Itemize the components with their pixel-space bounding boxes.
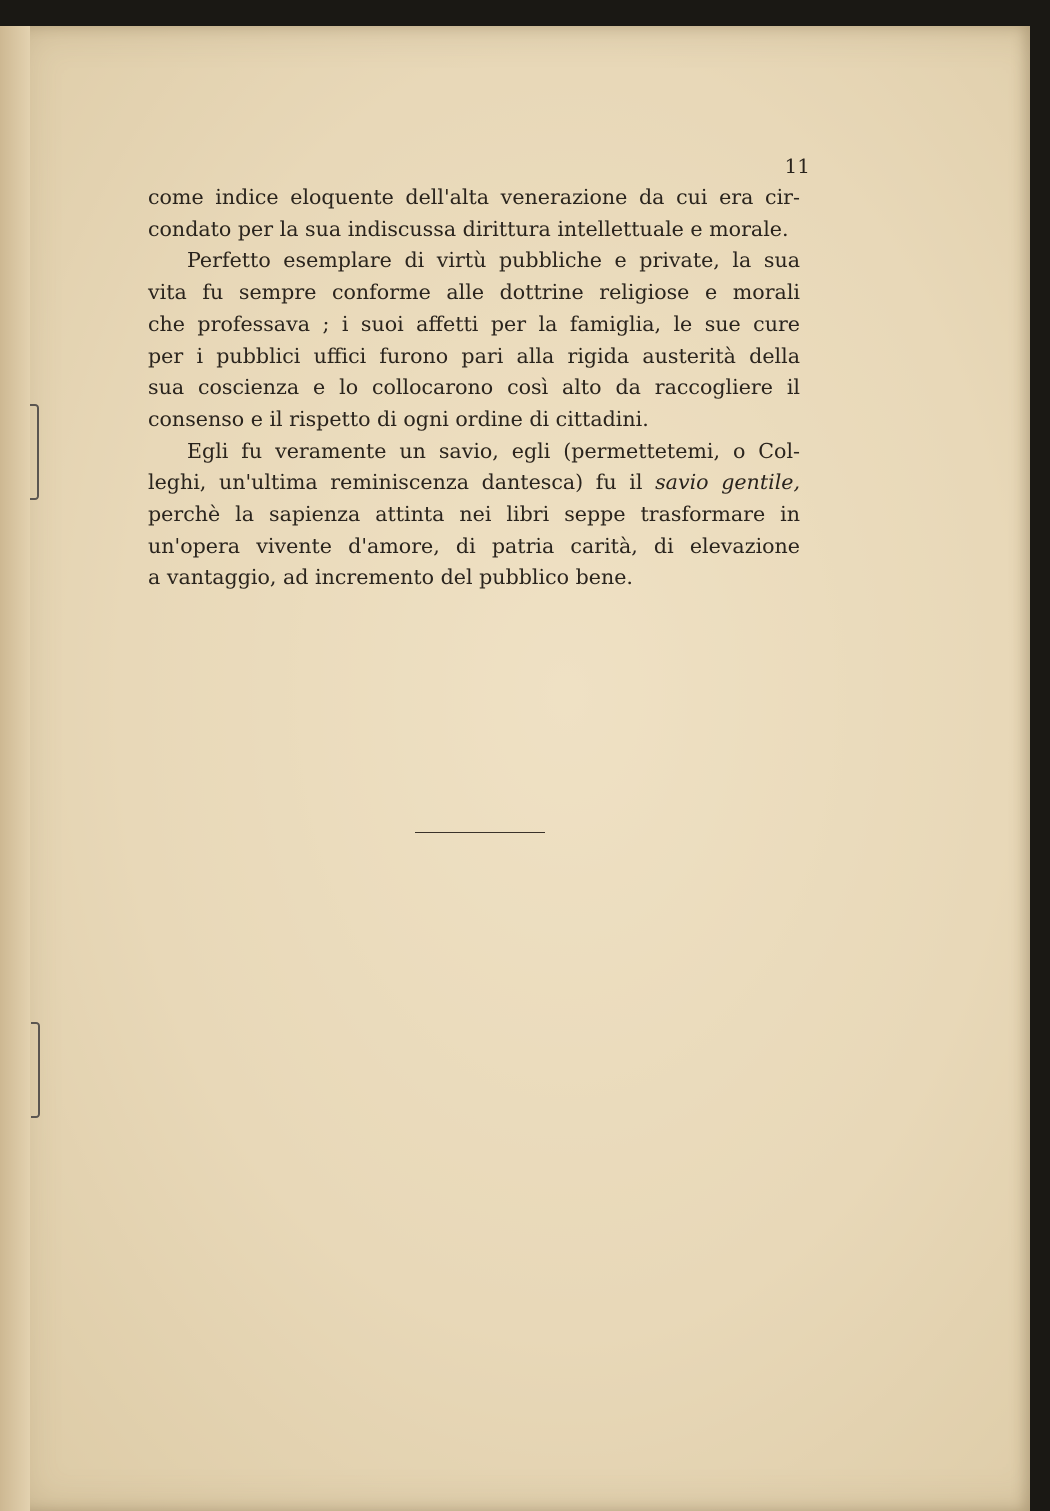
text-line-with-italic (148, 467, 800, 499)
text-line: Perfetto esemplare di virtù pubbliche e private, la sua (187, 248, 800, 273)
text-line: a vantaggio, ad incremento del pubblico bene. (148, 565, 633, 590)
text-line: come indice eloquente dell'alta venerazione da cui era cir- (148, 185, 800, 209)
paragraph-2 (148, 245, 800, 435)
binding-gutter (0, 26, 30, 1511)
closing-rule (415, 832, 545, 833)
italic-phrase: savio gentile, (655, 470, 801, 495)
page-number: 11 (784, 154, 810, 178)
text-segment: leghi, un'ultima reminiscenza dantesca) fu il (148, 470, 643, 495)
paragraph-1 (148, 182, 800, 245)
text-line: che professava ; i suoi affetti per la famiglia, le sue cure (148, 311, 800, 336)
staple-bottom (31, 1022, 40, 1118)
text-line: sua coscienza e lo collocarono così alto da raccogliere il (148, 375, 800, 400)
text-line: consenso e il rispetto di ogni ordine di cittadini. (148, 406, 649, 431)
text-line: un'opera vivente d'amore, di patria carità, di elevazione (148, 533, 800, 558)
text-line: vita fu sempre conforme alle dottrine religiose e morali (148, 280, 800, 305)
paragraph-3 (148, 436, 800, 595)
text-line: perchè la sapienza attinta nei libri seppe trasformare in (148, 502, 800, 527)
staple-top (30, 404, 39, 500)
document-page (0, 26, 1030, 1511)
text-line: per i pubblici uffici furono pari alla rigida austerità della (148, 343, 800, 368)
text-line: condato per la sua indiscussa dirittura intellettuale e morale. (148, 216, 789, 241)
body-text (148, 182, 800, 594)
text-line: Egli fu veramente un savio, egli (permettetemi, o Col- (187, 438, 800, 463)
